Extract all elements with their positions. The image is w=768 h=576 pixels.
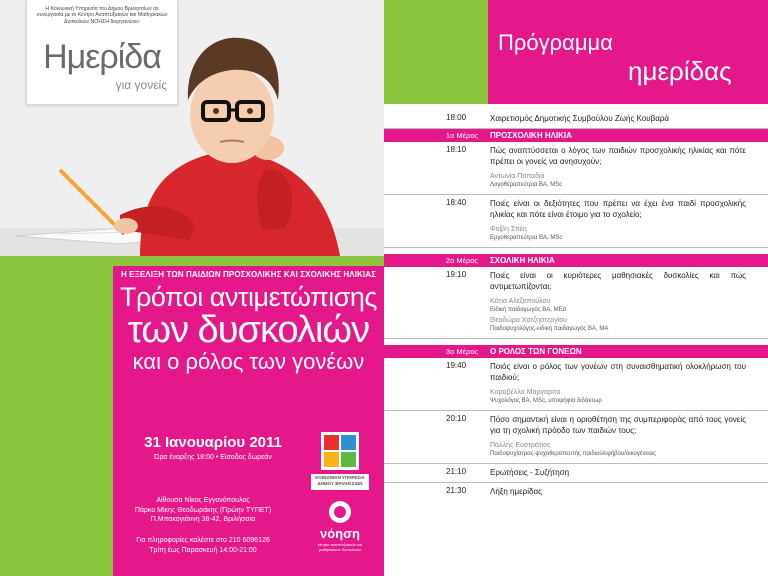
- agenda-item: [384, 195, 768, 248]
- agenda-time: 21:30: [446, 486, 467, 495]
- agenda: [384, 110, 768, 501]
- social-service-logo: [311, 432, 369, 497]
- pink-info-panel: [113, 266, 384, 576]
- speaker-role: Ειδική παιδαγωγός BA, MEd: [490, 307, 566, 313]
- noisi-logo: [311, 498, 369, 552]
- main-title-line-2: των δυσκολιών: [127, 309, 370, 351]
- agenda-time: 20:10: [446, 414, 467, 423]
- noisi-logo-subtext: κέντρο αναπτυξιακών και μαθησιακών δυσκολιών: [317, 542, 363, 552]
- pink-header-block: [488, 0, 768, 104]
- agenda-item-opening: [384, 110, 768, 129]
- venue-address: [113, 496, 293, 525]
- agenda-time: 21:10: [446, 467, 467, 476]
- agenda-question: Ποιός είναι ο ρόλος των γονέων στη συναισθηματική ολοκλήρωση του παιδιού;: [490, 362, 746, 382]
- green-side-block: [0, 266, 113, 576]
- start-info: Ώρα έναρξης 18:00 • Είσοδος δωρεάν: [154, 454, 272, 461]
- venue-line: Πάρκο Μίκης Θεοδωράκης (Πρώην ΤΥΠΕΤ): [134, 506, 272, 514]
- agenda-time: 18:00: [446, 113, 467, 122]
- section-2-header: [384, 254, 768, 267]
- contact-line: Για πληροφορίες καλέστε στο 210 6096126: [136, 537, 270, 544]
- section-3-header: [384, 345, 768, 358]
- section-title: ΣΧΟΛΙΚΗ ΗΛΙΚΙΑ: [490, 256, 555, 265]
- speaker-name: Φοίβη Σπέη: [490, 226, 527, 233]
- agenda-item: [384, 411, 768, 464]
- organizers-text: Η Κοινωνική Υπηρεσία του Δήμου Βριλησσίων σε συνεργασία με το Κέντρο Αναπτυξιακών και Μαθησιακών Δυσκολιών ΝΟΗΣΗ διοργανώνει:: [36, 6, 168, 25]
- agenda-question: Λήξη ημερίδας: [490, 487, 542, 496]
- agenda-item: [384, 483, 768, 501]
- speaker-role: Παιδοψυχολόγος-ειδική παιδαγωγός BA, MA: [490, 326, 609, 332]
- speaker-name: Πάλλης Ευστράτιος: [490, 442, 551, 449]
- section-title: Ο ΡΟΛΟΣ ΤΩΝ ΓΟΝΕΩΝ: [490, 347, 582, 356]
- agenda-item: [384, 358, 768, 411]
- speaker-role: Παιδοψυχίατρος-ψυχοθεραπευτής παιδιού/εφήβου/οικογένειας: [490, 451, 656, 457]
- main-title-line-3: και ο ρόλος των γονέων: [132, 349, 365, 374]
- agenda-item: [384, 267, 768, 339]
- agenda-item: [384, 142, 768, 195]
- agenda-text: Χαιρετισμός Δημοτικής Συμβούλου Ζωής Κουβαρά: [490, 114, 670, 123]
- contact-line: Τρίτη έως Παρασκευή 14:00-21:00: [149, 546, 257, 554]
- speaker-name: Αντωνία Παπαδιά: [490, 173, 545, 180]
- agenda-question: Πώς αναπτύσσεται ο λόγος των παιδιών προσχολικής ηλικίας και πότε πρέπει οι γονείς να ανησυχούν;: [490, 146, 746, 166]
- social-service-logo-text: ΚΟΙΝΩΝΙΚΗ ΥΠΗΡΕΣΙΑ ΔΗΜΟΥ ΒΡΙΛΗΣΣΙΩΝ: [315, 475, 365, 486]
- agenda-time: 19:10: [446, 270, 467, 279]
- program-heading-2: ημερίδας: [628, 56, 732, 86]
- section-title: ΠΡΟΣΧΟΛΙΚΗ ΗΛΙΚΙΑ: [490, 131, 572, 140]
- section-label: 3ο Μέρος: [445, 347, 478, 356]
- agenda-question: Ποιές είναι οι δεξιότητες που πρέπει να έχει ένα παιδί προσχολικής ηλικίας και πότε είναι έτοιμο για το σχολείο;: [490, 199, 746, 219]
- section-label: 2ο Μέρος: [445, 256, 478, 265]
- speaker-role: Λογοθεραπεύτρια BA, MSc: [490, 182, 563, 188]
- agenda-question: Πόσο σημαντική είναι η οριοθέτηση της συμπεριφοράς από τους γονείς για τη σχολική πρόοδο των παιδιών τους;: [490, 415, 746, 435]
- main-title-line-1: Τρόποι αντιμετώπισης: [120, 282, 377, 312]
- speaker-role: Εργοθεραπεύτρια BA, MSc: [490, 235, 563, 241]
- agenda-time: 18:10: [446, 145, 467, 154]
- agenda-question: Ποιές είναι οι κυριότερες μαθησιακές δυσκολίες και πώς αντιμετωπίζονται;: [490, 271, 746, 291]
- event-title-box: [26, 0, 178, 105]
- agenda-question: Ερωτήσεις - Συζήτηση: [490, 468, 570, 477]
- agenda-time: 18:40: [446, 198, 467, 207]
- program-heading-1: Πρόγραμμα: [498, 30, 613, 55]
- venue-line: Αίθουσα Νίκος Εγγονόπουλος: [156, 497, 250, 504]
- event-title: Ημερίδα: [43, 38, 161, 76]
- subheading: Η ΕΞΕΛΙΞΗ ΤΩΝ ΠΑΙΔΙΩΝ ΠΡΟΣΧΟΛΙΚΗΣ ΚΑΙ ΣΧΟΛΙΚΗΣ ΗΛΙΚΙΑΣ: [120, 270, 377, 279]
- speaker-role: Ψυχολόγος BA, MSc, υποψήφια διδάκτωρ: [490, 398, 602, 404]
- noisi-logo-text: νόηση: [320, 526, 360, 541]
- section-label: 1ο Μέρος: [445, 131, 478, 140]
- speaker-name: Κάτια Αλεξοπούλου: [490, 298, 551, 305]
- contact-info: [113, 536, 293, 555]
- green-divider: [0, 256, 384, 266]
- agenda-item: [384, 464, 768, 483]
- agenda-time: 19:40: [446, 361, 467, 370]
- section-1-header: [384, 129, 768, 142]
- speaker-name: Θεοδώρα Χατζηστεργίου: [490, 317, 567, 324]
- green-header-block: [384, 0, 488, 104]
- venue-line: Π.Μπακογιάννη 38-42, Βριλήσσια: [150, 516, 256, 523]
- event-date: 31 Ιανουαρίου 2011: [144, 434, 282, 451]
- event-subtitle: για γονείς: [115, 78, 167, 92]
- right-page: [384, 0, 768, 576]
- speaker-name: Καραβέλλα Μαργαρίτα: [490, 389, 561, 396]
